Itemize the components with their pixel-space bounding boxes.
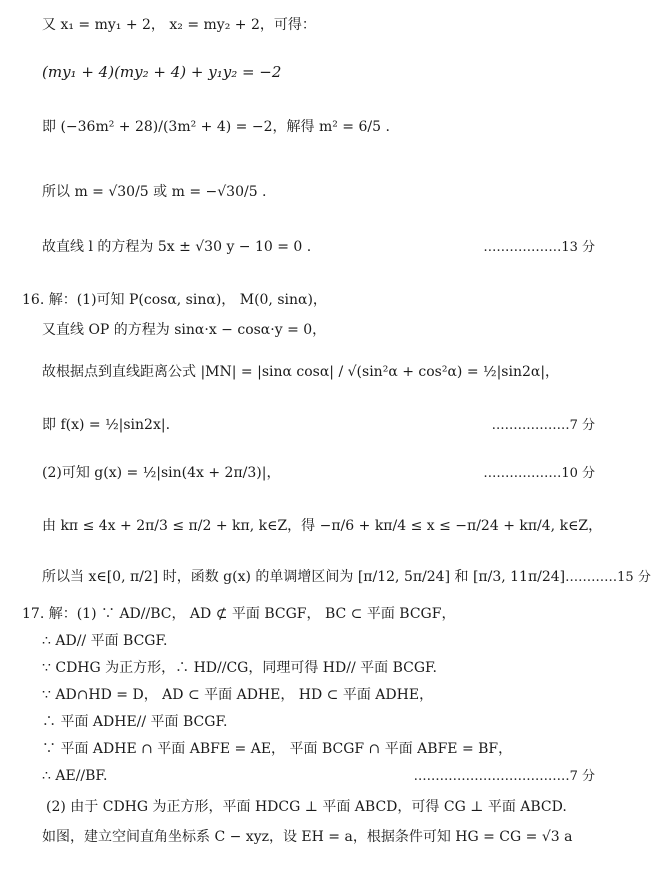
line-text: 即 (−36m² + 28)/(3m² + 4) = −2，解得 m² = 6/5 . <box>42 119 390 135</box>
line-text: ∴ AD// 平面 BCGF. <box>42 633 168 649</box>
text-line-4 <box>42 185 595 199</box>
text-line-14 <box>42 634 595 648</box>
line-text: ∵ CDHG 为正方形，∴ HD//CG，同理可得 HD// 平面 BCGF. <box>42 660 437 676</box>
line-score: ………………13 分 <box>483 239 595 255</box>
text-line-5 <box>42 240 595 254</box>
line-text: 故根据点到直线距离公式 |MN| = |sinα cosα| / √(sin²α + cos²α) = ½|sin2α|， <box>42 364 560 380</box>
line-text: ∵ AD∩HD = D， AD ⊂ 平面 ADHE， HD ⊂ 平面 ADHE， <box>42 687 434 703</box>
text-line-1 <box>42 18 595 32</box>
text-line-3 <box>42 120 595 134</box>
line-text: 故直线 l 的方程为 5x ± √30 y − 10 = 0 . <box>42 239 312 255</box>
text-line-6 <box>22 293 595 307</box>
line-text: 所以当 x∈[0, π/2] 时，函数 g(x) 的单调增区间为 [π/12, 5π/24] 和 [π/3, 11π/24] <box>42 569 566 585</box>
line-text: (my₁ + 4)(my₂ + 4) + y₁y₂ = −2 <box>42 63 282 81</box>
text-line-15 <box>42 661 595 675</box>
line-text: 所以 m = √30/5 或 m = −√30/5 . <box>42 184 267 200</box>
text-line-8 <box>42 365 595 379</box>
line-text: 17. 解：(1) ∵ AD//BC， AD ⊄ 平面 BCGF， BC ⊂ 平面 BCGF， <box>22 606 456 622</box>
line-text: (2) 由于 CDHG 为正方形，平面 HDCG ⊥ 平面 ABCD，可得 CG ⊥ 平面 ABCD. <box>46 799 567 815</box>
text-line-20 <box>46 800 595 814</box>
line-text: 由 kπ ≤ 4x + 2π/3 ≤ π/2 + kπ, k∈Z，得 −π/6 + kπ/4 ≤ x ≤ −π/24 + kπ/4, k∈Z， <box>42 518 603 534</box>
text-line-12 <box>42 569 651 585</box>
line-text: 如图，建立空间直角坐标系 C − xyz，设 EH = a，根据条件可知 HG = CG = √3 a <box>42 829 573 845</box>
text-line-17 <box>42 715 595 729</box>
text-line-10 <box>42 466 595 480</box>
line-score: ………………………………7 分 <box>413 768 595 784</box>
line-text: ∴ AE//BF. <box>42 768 108 784</box>
text-line-7 <box>42 323 595 337</box>
line-text: 又直线 OP 的方程为 sinα·x − cosα·y = 0， <box>42 322 327 338</box>
line-text: 又 x₁ = my₁ + 2， x₂ = my₂ + 2，可得： <box>42 17 316 33</box>
text-line-19 <box>42 769 595 783</box>
line-text: ∵ 平面 ADHE ∩ 平面 ABFE = AE， 平面 BCGF ∩ 平面 ABFE = BF， <box>42 741 513 757</box>
text-line-13 <box>22 607 595 621</box>
text-line-9 <box>42 418 595 432</box>
line-score: ………………7 分 <box>491 417 595 433</box>
line-text: 即 f(x) = ½|sin2x|. <box>42 417 171 433</box>
line-score: ………………10 分 <box>483 465 595 481</box>
text-line-21 <box>42 830 595 844</box>
text-line-2 <box>42 65 595 80</box>
line-text: (2)可知 g(x) = ½|sin(4x + 2π/3)|， <box>42 465 281 481</box>
text-line-18 <box>42 742 595 756</box>
text-line-11 <box>42 518 603 534</box>
text-line-16 <box>42 688 595 702</box>
line-text: 16. 解：(1)可知 P(cosα, sinα)， M(0, sinα)， <box>22 292 327 308</box>
line-text: ∴ 平面 ADHE// 平面 BCGF. <box>42 714 228 730</box>
line-score: …………15 分 <box>565 569 651 585</box>
